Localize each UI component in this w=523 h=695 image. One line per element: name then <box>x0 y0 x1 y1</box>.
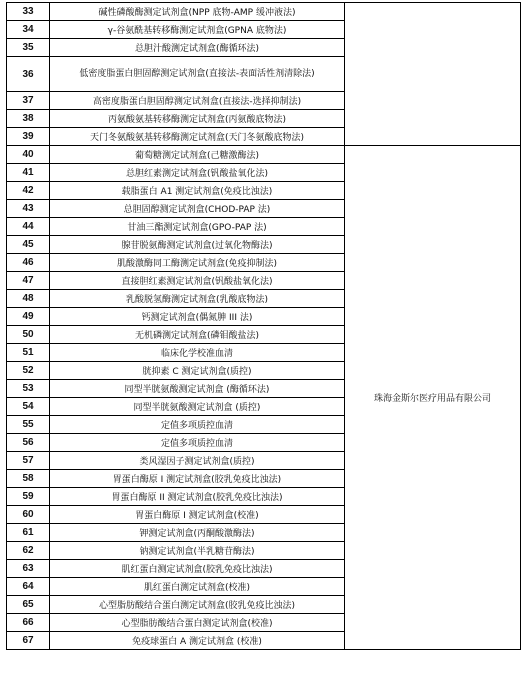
product-name: 低密度脂蛋白胆固醇测定试剂盒(直接法-表面活性剂清除法) <box>50 57 345 92</box>
product-name: 定值多项质控血清 <box>50 434 345 452</box>
row-number: 57 <box>7 452 50 470</box>
row-number: 53 <box>7 380 50 398</box>
row-number: 58 <box>7 470 50 488</box>
product-name: 钾测定试剂盒(丙酮酸激酶法) <box>50 524 345 542</box>
product-name: 定值多项质控血清 <box>50 416 345 434</box>
row-number: 65 <box>7 596 50 614</box>
row-number: 67 <box>7 632 50 650</box>
row-number: 35 <box>7 39 50 57</box>
product-name: 总胆红素测定试剂盒(钒酸盐氧化法) <box>50 164 345 182</box>
table-row <box>7 146 521 164</box>
product-table <box>6 2 521 650</box>
product-name: 胃蛋白酶原 I 测定试剂盒(校准) <box>50 506 345 524</box>
company-name: 珠海金斯尔医疗用品有限公司 <box>345 146 521 650</box>
product-name: 总胆固醇测定试剂盒(CHOD-PAP 法) <box>50 200 345 218</box>
product-name: 葡萄糖测定试剂盒(己糖激酶法) <box>50 146 345 164</box>
product-name: 丙氨酸氨基转移酶测定试剂盒(丙氨酸底物法) <box>50 110 345 128</box>
row-number: 45 <box>7 236 50 254</box>
row-number: 50 <box>7 326 50 344</box>
product-name: 免疫球蛋白 A 测定试剂盒 (校准) <box>50 632 345 650</box>
row-number: 33 <box>7 3 50 21</box>
product-name: 临床化学校准血清 <box>50 344 345 362</box>
row-number: 56 <box>7 434 50 452</box>
product-name: 载脂蛋白 A1 测定试剂盒(免疫比浊法) <box>50 182 345 200</box>
product-name: 甘油三酯测定试剂盒(GPO-PAP 法) <box>50 218 345 236</box>
product-name: 碱性磷酸酶测定试剂盒(NPP 底物-AMP 缓冲液法) <box>50 3 345 21</box>
product-name: γ-谷氨酰基转移酶测定试剂盒(GPNA 底物法) <box>50 21 345 39</box>
row-number: 49 <box>7 308 50 326</box>
row-number: 52 <box>7 362 50 380</box>
product-name: 钙测定试剂盒(偶氮胂 III 法) <box>50 308 345 326</box>
product-name: 无机磷测定试剂盒(磷钼酸盐法) <box>50 326 345 344</box>
row-number: 66 <box>7 614 50 632</box>
row-number: 42 <box>7 182 50 200</box>
product-table-body <box>7 3 521 650</box>
product-name: 胃蛋白酶原 I 测定试剂盒(胶乳免疫比浊法) <box>50 470 345 488</box>
row-number: 39 <box>7 128 50 146</box>
row-number: 34 <box>7 21 50 39</box>
product-name: 乳酸脱氢酶测定试剂盒(乳酸底物法) <box>50 290 345 308</box>
row-number: 61 <box>7 524 50 542</box>
row-number: 41 <box>7 164 50 182</box>
row-number: 54 <box>7 398 50 416</box>
row-number: 47 <box>7 272 50 290</box>
row-number: 40 <box>7 146 50 164</box>
product-name: 直接胆红素测定试剂盒(钒酸盐氧化法) <box>50 272 345 290</box>
table-row <box>7 3 521 21</box>
product-name: 腺苷脱氨酶测定试剂盒(过氧化物酶法) <box>50 236 345 254</box>
product-name: 胱抑素 C 测定试剂盒(质控) <box>50 362 345 380</box>
product-name: 天门冬氨酸氨基转移酶测定试剂盒(天门冬氨酸底物法) <box>50 128 345 146</box>
product-name: 同型半胱氨酸测定试剂盒 (质控) <box>50 398 345 416</box>
company-cell-empty <box>345 3 521 146</box>
row-number: 36 <box>7 57 50 92</box>
product-name: 肌酸激酶同工酶测定试剂盒(免疫抑制法) <box>50 254 345 272</box>
row-number: 62 <box>7 542 50 560</box>
row-number: 51 <box>7 344 50 362</box>
row-number: 59 <box>7 488 50 506</box>
product-name: 肌红蛋白测定试剂盒(校准) <box>50 578 345 596</box>
product-name: 高密度脂蛋白胆固醇测定试剂盒(直接法-选择抑制法) <box>50 92 345 110</box>
row-number: 46 <box>7 254 50 272</box>
row-number: 48 <box>7 290 50 308</box>
product-name: 类风湿因子测定试剂盒(质控) <box>50 452 345 470</box>
row-number: 55 <box>7 416 50 434</box>
product-name: 同型半胱氨酸测定试剂盒 (酶循环法) <box>50 380 345 398</box>
product-name: 钠测定试剂盒(半乳糖苷酶法) <box>50 542 345 560</box>
row-number: 63 <box>7 560 50 578</box>
product-name: 肌红蛋白测定试剂盒(胶乳免疫比浊法) <box>50 560 345 578</box>
row-number: 38 <box>7 110 50 128</box>
row-number: 60 <box>7 506 50 524</box>
product-name: 心型脂肪酸结合蛋白测定试剂盒(校准) <box>50 614 345 632</box>
product-name: 心型脂肪酸结合蛋白测定试剂盒(胶乳免疫比浊法) <box>50 596 345 614</box>
product-name: 胃蛋白酶原 II 测定试剂盒(胶乳免疫比浊法) <box>50 488 345 506</box>
row-number: 44 <box>7 218 50 236</box>
row-number: 43 <box>7 200 50 218</box>
product-name: 总胆汁酸测定试剂盒(酶循环法) <box>50 39 345 57</box>
row-number: 37 <box>7 92 50 110</box>
row-number: 64 <box>7 578 50 596</box>
